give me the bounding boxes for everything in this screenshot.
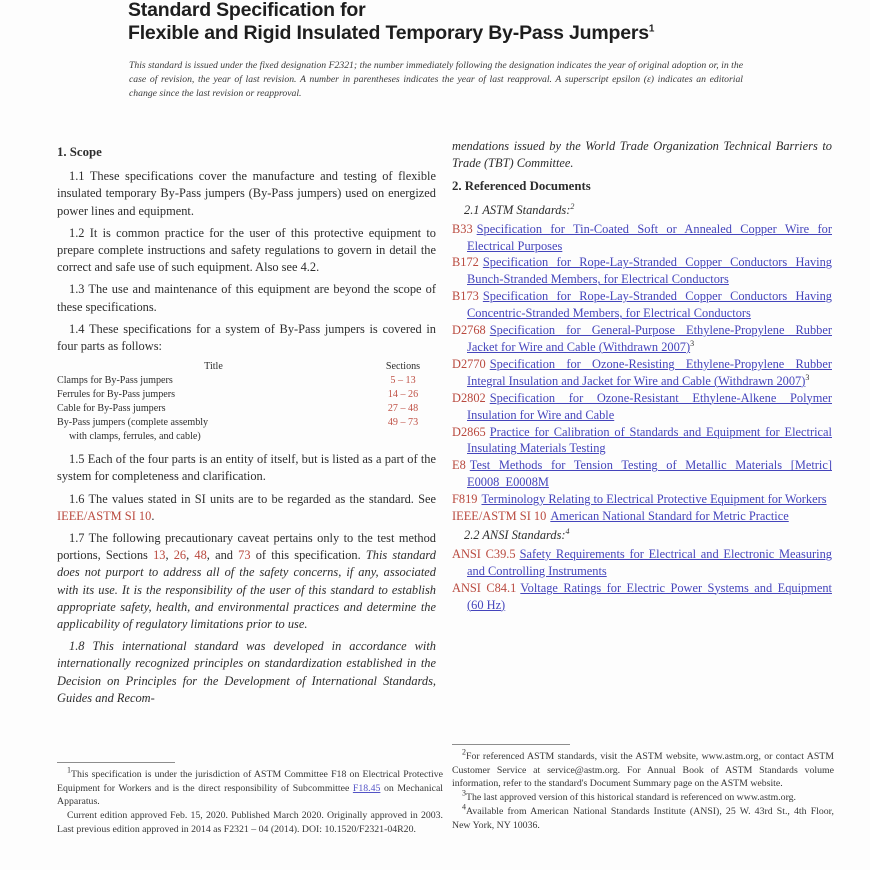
right-column xyxy=(452,138,832,746)
astm-designation-link[interactable]: E8 xyxy=(452,458,466,473)
footnote-divider xyxy=(57,762,175,763)
astm-title-link[interactable]: American National Standard for Metric Practice xyxy=(550,509,789,524)
astm-standards-subheading: 2.1 ASTM Standards:$^2$ xyxy=(464,201,575,217)
astm-title-link[interactable]: Specification for Rope-Lay-Stranded Copper Conductors Having Bunch-Stranded Members, for Electrical Conductors xyxy=(467,255,832,287)
section-link[interactable]: 13 xyxy=(153,548,166,563)
referenced-documents-heading: 2. Referenced Documents xyxy=(452,178,591,193)
astm-designation-link[interactable]: D2802 xyxy=(452,390,486,405)
ansi-designation-link[interactable]: ANSI C84.1 xyxy=(452,580,517,595)
part-title: Clamps for By-Pass jumpers xyxy=(57,375,173,387)
part-title: Cable for By-Pass jumpers xyxy=(57,403,166,415)
left-column xyxy=(57,138,436,764)
astm-title-link[interactable]: Specification for Rope-Lay-Stranded Copper Conductors Having Concentric-Stranded Members, for Electrical Conductors xyxy=(467,289,832,321)
part-title-continuation: with clamps, ferrules, and cable) xyxy=(69,431,201,443)
paragraph-1-8-continuation: mendations issued by the World Trade Organization Technical Barriers to Trade (TBT) Committee. xyxy=(452,139,832,170)
table-row-continuation xyxy=(57,430,436,444)
astm-designation-link[interactable]: IEEE/ASTM SI 10 xyxy=(452,509,547,524)
part-sections-link[interactable]: 49 – 73 xyxy=(387,417,419,429)
scope-heading: 1. Scope xyxy=(57,145,102,159)
ansi-title-link[interactable]: Voltage Ratings for Electric Power Systems and Equipment (60 Hz) xyxy=(467,580,832,612)
reference-item xyxy=(452,288,832,322)
parts-table-header xyxy=(57,360,436,374)
reference-item xyxy=(452,546,832,580)
footnote-1-edition: Current edition approved Feb. 15, 2020. Published March 2020. Originally approved in 2003. Last previous edition approved in 2014 as F2321 – 04 (2014). DOI: 10.1520/F2321-04R20. xyxy=(57,810,443,835)
title-footnote-ref: 1 xyxy=(648,23,655,34)
safety-caveat: This standard does not purport to address all of the safety concerns, if any, associated with its use. It is the responsibility of the user of this standard to establish appropriate safety, health, and environmental practices and determine the applicability of regulatory limitations prior to use. xyxy=(57,548,436,632)
part-title: Ferrules for By-Pass jumpers xyxy=(57,389,176,401)
reference-item xyxy=(452,390,832,424)
si10-link[interactable]: IEEE/ASTM SI 10 xyxy=(57,508,152,523)
reference-item xyxy=(452,221,832,255)
reference-item xyxy=(452,508,832,525)
paragraph-1-4: 1.4 These specifications for a system of By-Pass jumpers is covered in four parts as follows: xyxy=(57,321,436,354)
part-sections-link[interactable]: 5 – 13 xyxy=(390,375,416,387)
part-title: By-Pass jumpers (complete assembly xyxy=(57,417,209,429)
page-title-line2 xyxy=(128,22,768,45)
reference-item xyxy=(452,424,832,458)
paragraph-1-6 xyxy=(57,491,436,525)
footnote-3: $^3$The last approved version of this historical standard is referenced on www.astm.org. xyxy=(462,788,797,804)
footnote-2: $^2$For referenced ASTM standards, visit the ASTM website, www.astm.org, or contact ASTM Customer Service at service@astm.org. For Annual Book of ASTM Standards volume information, refer to the standard's Document Summary page on the ASTM website. xyxy=(452,747,834,790)
parts-table-col-title: Title xyxy=(204,361,223,373)
section-link[interactable]: 73 xyxy=(238,548,251,563)
astm-title-link[interactable]: Terminology Relating to Electrical Protective Equipment for Workers xyxy=(481,492,827,507)
parts-table-col-sections: Sections xyxy=(385,361,421,373)
footnote-4: $^4$Available from American National Standards Institute (ANSI), 25 W. 43rd St., 4th Floor, New York, NY 10036. xyxy=(452,802,834,831)
page-title-text: Flexible and Rigid Insulated Temporary By-Pass Jumpers xyxy=(128,21,649,44)
reference-item xyxy=(452,457,832,491)
reference-item xyxy=(452,491,832,508)
part-sections-link[interactable]: 14 – 26 xyxy=(387,389,419,401)
subcommittee-link[interactable]: F18.45 xyxy=(352,782,381,794)
paragraph-1-2: 1.2 It is common practice for the user of this protective equipment to prepare complete instructions and safety regulations to govern in detail the correct and safe use of such equipment. Also see 4.2. xyxy=(57,225,436,275)
issuance-note: This standard is issued under the fixed designation F2321; the number immediately following the designation indicates the year of original adoption or, in the case of revision, the year of last revision. A number in parentheses indicates the year of last reapproval. A superscript epsilon (ε) indicates an editorial change since the last revision or reapproval. xyxy=(129,60,743,100)
ansi-standards-subheading: 2.2 ANSI Standards:$^4$ xyxy=(464,526,570,542)
ansi-title-link[interactable]: Safety Requirements for Electrical and Electronic Measuring and Controlling Instruments xyxy=(467,546,832,578)
table-row xyxy=(57,416,436,430)
paragraph-1-7-text: 1.7 The following precautionary caveat pertains only to the test method portions, Sections xyxy=(57,531,436,563)
paragraph-1-5: 1.5 Each of the four parts is an entity of itself, but is listed as a part of the system for completeness and clarification. xyxy=(57,452,436,484)
astm-designation-link[interactable]: D2768 xyxy=(452,323,486,338)
paragraph-1-6-tail: . xyxy=(151,508,155,523)
ansi-designation-link[interactable]: ANSI C39.5 xyxy=(452,546,516,561)
right-footnotes xyxy=(452,744,834,832)
astm-designation-link[interactable]: F819 xyxy=(452,492,478,507)
astm-title-link[interactable]: Specification for Ozone-Resistant Ethylene-Alkene Polymer Insulation for Wire and Cable xyxy=(467,390,832,422)
footnote-ref: 4 xyxy=(565,526,570,536)
paragraph-1-6-text: 1.6 The values stated in SI units are to be regarded as the standard. See xyxy=(69,491,436,506)
footnote-ref: 3 xyxy=(805,372,810,382)
paragraph-1-7: 1.7 The following precautionary caveat pertains only to the test method portions, Sections 13, 26, 48, and 73 of this specification. This standard does not purport to address all of the safety concerns, if any, associated with its use. It is the responsibility of the user of this standard to establish appropriate safety, health, and environmental practices and determine the applicability of regulatory limitations prior to use. xyxy=(57,531,436,632)
footnote-ref: 2 xyxy=(570,201,575,211)
title-block xyxy=(128,0,768,44)
reference-item xyxy=(452,356,832,390)
astm-title-link[interactable]: Practice for Calibration of Standards and Equipment for Electrical Insulating Materials Testing xyxy=(467,424,832,456)
paragraph-1-3: 1.3 The use and maintenance of this equipment are beyond the scope of these specifications. xyxy=(57,282,436,314)
reference-item xyxy=(452,254,832,288)
astm-title-link[interactable]: Specification for Ozone-Resisting Ethylene-Propylene Rubber Integral Insulation and Jacket for Wire and Cable (Withdrawn 2007) xyxy=(467,356,832,388)
astm-designation-link[interactable]: D2865 xyxy=(452,424,486,439)
footnote-1: $^1$This specification is under the jurisdiction of ASTM Committee F18 on Electrical Protective Equipment for Workers and is the direct responsibility of Subcommittee F18.45 on Mechanical Apparatus. xyxy=(57,765,444,808)
astm-title-link[interactable]: Specification for Tin-Coated Soft or Annealed Copper Wire for Electrical Purposes xyxy=(467,221,832,253)
section-link[interactable]: 48 xyxy=(194,548,207,563)
reference-item xyxy=(452,322,832,356)
section-link[interactable]: 26 xyxy=(173,548,187,563)
astm-designation-link[interactable]: B33 xyxy=(452,221,473,236)
table-row xyxy=(57,388,436,402)
paragraph-1-1: 1.1 These specifications cover the manufacture and testing of flexible insulated temporary By-Pass jumpers (By-Pass jumpers) used on energized power lines and equipment. xyxy=(57,169,436,218)
astm-designation-link[interactable]: D2770 xyxy=(452,356,486,371)
table-row xyxy=(57,374,436,388)
footnote-divider xyxy=(452,744,570,745)
astm-designation-link[interactable]: B172 xyxy=(452,255,479,270)
left-footnotes xyxy=(57,762,443,837)
part-sections-link[interactable]: 27 – 48 xyxy=(387,403,419,415)
table-row xyxy=(57,402,436,416)
page-title-line1: Standard Specification for xyxy=(128,0,366,21)
astm-title-link[interactable]: Specification for General-Purpose Ethylene-Propylene Rubber Jacket for Wire and Cable (Withdrawn 2007) xyxy=(467,323,832,354)
paragraph-1-8: 1.8 This international standard was developed in accordance with internationally recognized principles on standardization established in the Decision on Principles for the Development of International Standards, Guides and Recom- xyxy=(57,639,436,705)
parts-table xyxy=(57,360,436,444)
reference-item xyxy=(452,580,832,614)
astm-title-link[interactable]: Test Methods for Tension Testing of Metallic Materials [Metric] E0008_E0008M xyxy=(467,458,832,490)
footnote-ref: 3 xyxy=(690,338,695,348)
astm-designation-link[interactable]: B173 xyxy=(452,289,479,304)
